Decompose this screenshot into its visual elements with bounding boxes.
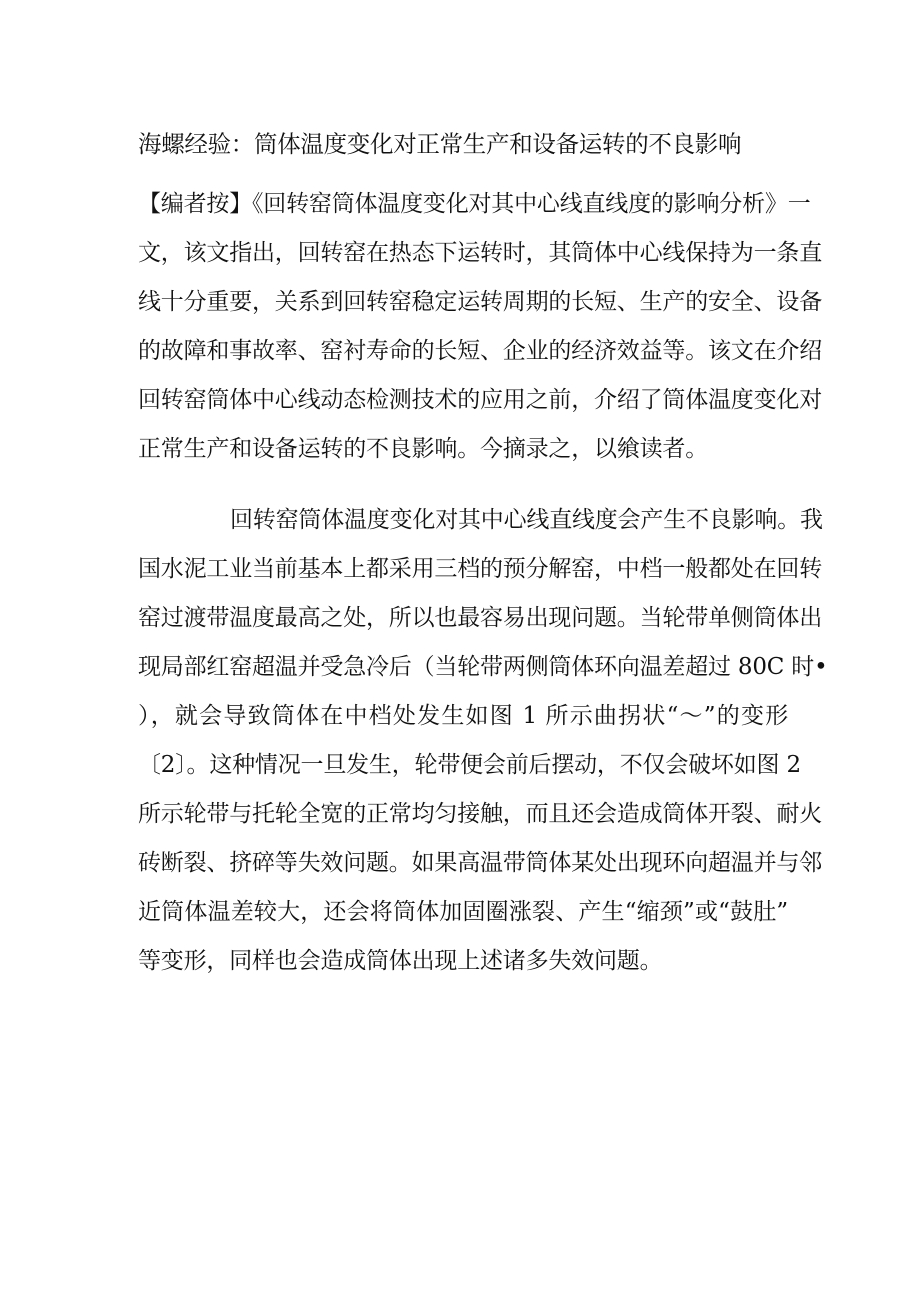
body-line: 国水泥工业当前基本上都采用三档的预分解窑，中档一般都处在回转 <box>138 556 823 582</box>
body-line: 近筒体温差较大，还会将筒体加固圈涨裂、产生“缩颈”或“鼓肚” <box>138 899 788 925</box>
editor-note <box>138 180 823 474</box>
editor-note-line: 回转窑筒体中心线动态检测技术的应用之前，介绍了筒体温度变化对 <box>138 387 823 413</box>
body-line: 砖断裂、挤碎等失效问题。如果高温带筒体某处出现环向超温并与邻 <box>138 850 823 876</box>
body-line: 回转窑筒体温度变化对其中心线直线度会产生不良影响。我 <box>230 507 823 533</box>
body-line: 所示轮带与托轮全宽的正常均匀接触，而且还会造成筒体开裂、耐火 <box>138 801 823 827</box>
body-line: 窑过渡带温度最高之处，所以也最容易出现问题。当轮带单侧筒体出 <box>138 605 823 631</box>
editor-note-line: 线十分重要，关系到回转窑稳定运转周期的长短、生产的安全、设备 <box>138 289 823 315</box>
body-line: ），就会导致筒体在中档处发生如图 1 所示曲拐状“～”的变形 <box>138 703 788 729</box>
editor-note-line: 正常生产和设备运转的不良影响。今摘录之，以飨读者。 <box>138 436 709 462</box>
document-title: 海螺经验：筒体温度变化对正常生产和设备运转的不良影响 <box>138 130 742 158</box>
body-line: 现局部红窑超温并受急冷后（当轮带两侧筒体环向温差超过 80C 时• <box>138 654 828 680</box>
editor-note-line: 【编者按】《回转窑筒体温度变化对其中心线直线度的影响分析》一 <box>138 191 811 217</box>
body-line: 〔2〕。这种情况一旦发生，轮带便会前后摆动，不仅会破坏如图 2 <box>138 752 801 778</box>
editor-note-line: 的故障和事故率、窑衬寿命的长短、企业的经济效益等。该文在介绍 <box>138 338 823 364</box>
body-paragraph <box>138 496 828 986</box>
editor-note-line: 文，该文指出，回转窑在热态下运转时，其筒体中心线保持为一条直 <box>138 240 823 266</box>
body-line: 等变形，同样也会造成筒体出现上述诸多失效问题。 <box>138 948 663 974</box>
